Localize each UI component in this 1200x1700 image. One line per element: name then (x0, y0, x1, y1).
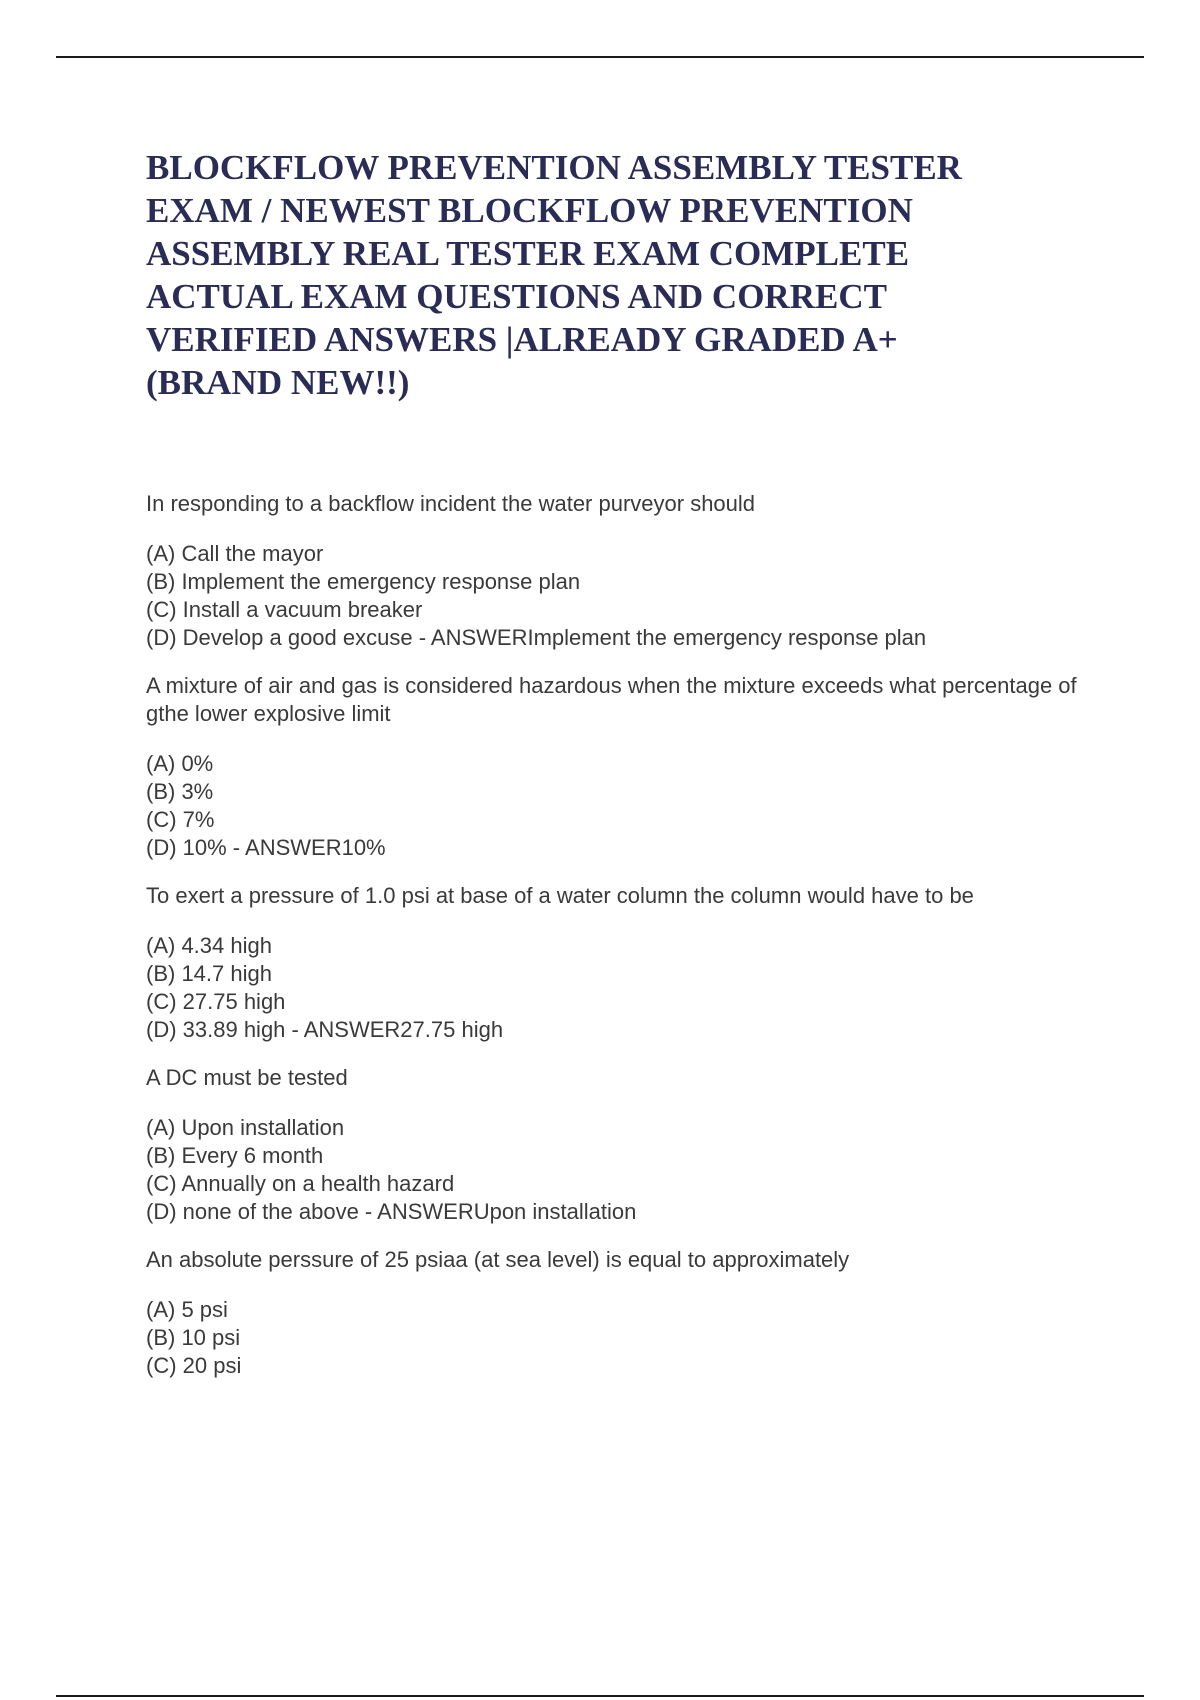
answer-option: (D) none of the above - ANSWERUpon installation (146, 1199, 637, 1224)
answer-option: (A) Call the mayor (146, 541, 324, 566)
answer-option: (A) 0% (146, 751, 214, 776)
question-text: In responding to a backflow incident the water purveyor should (146, 491, 756, 516)
answer-option: (A) 5 psi (146, 1297, 228, 1322)
answer-option: (A) 4.34 high (146, 933, 272, 958)
question-text: An absolute perssure of 25 psiaa (at sea level) is equal to approximately (146, 1247, 850, 1272)
answer-option: (B) 14.7 high (146, 961, 272, 986)
question-text: A DC must be tested (146, 1065, 348, 1090)
answer-option: (B) Every 6 month (146, 1143, 324, 1168)
answer-option: (D) Develop a good excuse - ANSWERImplement the emergency response plan (146, 625, 927, 650)
document-body (146, 146, 1096, 1400)
answer-option: (A) Upon installation (146, 1115, 345, 1140)
answer-option: (C) Install a vacuum breaker (146, 597, 423, 622)
bottom-rule (56, 1695, 1144, 1697)
answer-option: (C) 20 psi (146, 1353, 242, 1378)
question-block (146, 490, 1096, 652)
document-title: BLOCKFLOW PREVENTION ASSEMBLY TESTER EXAM / NEWEST BLOCKFLOW PREVENTION ASSEMBLY REAL TESTER EXAM COMPLETE ACTUAL EXAM QUESTIONS AND CORRECT VERIFIED ANSWERS |ALREADY GRADED A+ (BRAND NEW!!) (146, 148, 962, 402)
answer-option: (C) 7% (146, 807, 215, 832)
answer-option: (B) 3% (146, 779, 214, 804)
answer-option: (B) Implement the emergency response plan (146, 569, 581, 594)
question-block (146, 672, 1096, 862)
answer-option: (C) Annually on a health hazard (146, 1171, 455, 1196)
question-list (146, 490, 1096, 1380)
question-text: To exert a pressure of 1.0 psi at base of a water column the column would have to be (146, 883, 974, 908)
answer-option: (B) 10 psi (146, 1325, 241, 1350)
question-block (146, 1064, 1096, 1226)
question-text: A mixture of air and gas is considered hazardous when the mixture exceeds what percentage of gthe lower explosive limit (146, 673, 1077, 726)
question-block (146, 1246, 1096, 1380)
answer-option: (D) 33.89 high - ANSWER27.75 high (146, 1017, 504, 1042)
question-block (146, 882, 1096, 1044)
answer-option: (D) 10% - ANSWER10% (146, 835, 386, 860)
top-rule (56, 56, 1144, 58)
answer-option: (C) 27.75 high (146, 989, 286, 1014)
